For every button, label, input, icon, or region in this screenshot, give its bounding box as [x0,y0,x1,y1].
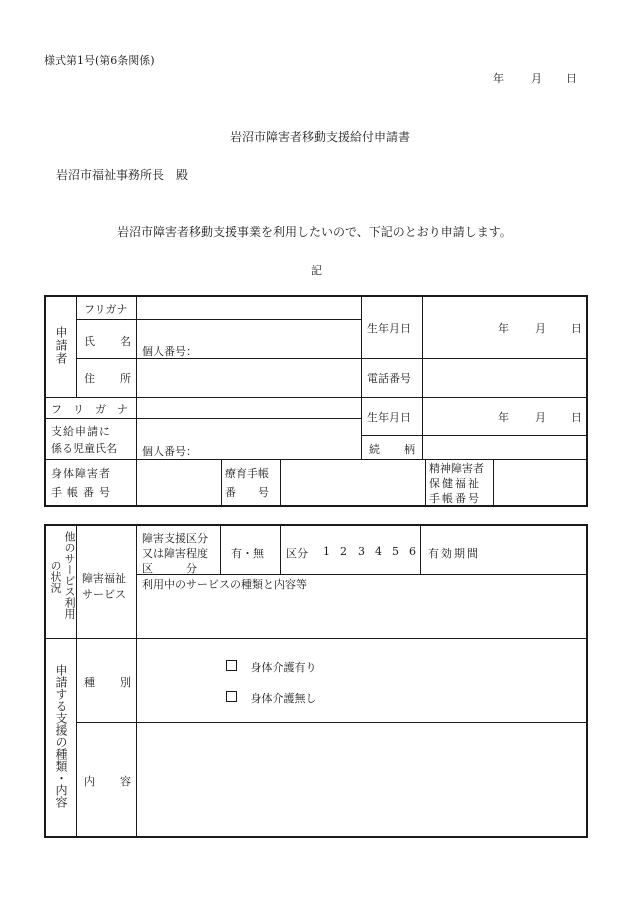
validity-period-label: 有効期間 [428,547,480,560]
applicant-address-label-1: 住 [84,372,95,385]
ryoiku-handbook-label-line2: 番 号 [225,486,269,499]
service-usage-label: 利用中のサービスの種類と内容等 [142,578,307,591]
ki-label: 記 [311,264,322,277]
ryoiku-handbook-label-line1: 療育手帳 [225,467,269,480]
support-category-label-line3: 区 分 [142,562,197,575]
applicant-dob-day: 日 [571,322,582,335]
child-name-label-line2: 係る児童氏名 [51,442,117,455]
applicant-name-label-1: 氏 [84,335,95,348]
applicant-side-label: 申請者 [54,326,68,365]
child-dob-day: 日 [571,411,582,424]
applicant-dob-label: 生年月日 [367,322,411,335]
form-number: 様式第1号(第6条関係) [44,54,155,67]
kubun-number[interactable]: 4 [375,545,382,558]
physical-handbook-label-line2: 手帳番号 [51,486,115,499]
child-dob-label: 生年月日 [367,411,411,424]
child-personal-number-label: 個人番号： [142,445,197,458]
mental-handbook-label-line2: 保健福祉 [429,477,481,490]
kubun-number[interactable]: 2 [340,545,347,558]
kubun-number[interactable]: 6 [409,545,416,558]
child-dob-year: 年 [498,411,509,424]
kubun-number[interactable]: 1 [323,545,330,558]
mental-handbook-label-line1: 精神障害者 [429,462,484,475]
welfare-services-label-line1: 障害福祉 [82,572,126,585]
request-type-label-1: 種 [84,676,95,689]
child-relation-label-1: 続 [369,443,380,456]
other-services-side-label: 他のサービス利用 [63,531,76,619]
option-with-physical-care[interactable] [226,659,317,675]
checkbox-icon[interactable] [226,691,237,702]
support-category-label-line2: 又は障害程度 [142,547,208,560]
support-category-label-line1: 障害支援区分 [142,532,208,545]
applicant-dob-month: 月 [535,322,546,335]
welfare-services-label-line2: サービス [82,588,126,601]
kubun-number[interactable]: 3 [358,545,365,558]
option-without-physical-care-label: 身体介護無し [250,692,317,705]
date-month-label: 月 [531,72,542,85]
option-with-physical-care-label: 身体介護有り [250,661,317,674]
checkbox-icon[interactable] [226,660,237,671]
date-day-label: 日 [566,72,577,85]
kubun-number[interactable]: 5 [392,545,399,558]
other-services-side-sublabel: の状況 [49,560,62,593]
applicant-dob-year: 年 [498,322,509,335]
request-content-label-1: 内 [84,775,95,788]
intro-text: 岩沼市障害者移動支援事業を利用したいので、下記のとおり申請します。 [117,225,512,239]
request-content-label-2: 容 [120,775,131,788]
addressee: 岩沼市福祉事務所長 殿 [56,168,189,182]
applicant-personal-number-label: 個人番号： [142,345,197,358]
child-furigana-label: フ リ ガ ナ [51,403,128,416]
physical-handbook-label-line1: 身体障害者 [51,467,111,480]
child-dob-month: 月 [535,411,546,424]
date-year-label: 年 [493,72,504,85]
document-title: 岩沼市障害者移動支援給付申請書 [230,130,411,144]
yes-no-option[interactable]: 有・無 [231,547,264,560]
applicant-address-label-2: 所 [120,372,131,385]
applicant-phone-label: 電話番号 [367,372,411,385]
child-relation-label-2: 柄 [404,443,415,456]
mental-handbook-label-line3: 手帳番号 [429,492,481,505]
request-type-label-2: 別 [120,676,131,689]
applicant-furigana-label: フリガナ [84,303,128,316]
option-without-physical-care[interactable] [226,690,317,706]
request-side-label: 申請する支援の種類・内容 [54,664,68,808]
child-name-label-line1: 支給申請に [51,425,111,438]
applicant-name-label-2: 名 [120,335,131,348]
kubun-label: 区分 [286,547,308,560]
